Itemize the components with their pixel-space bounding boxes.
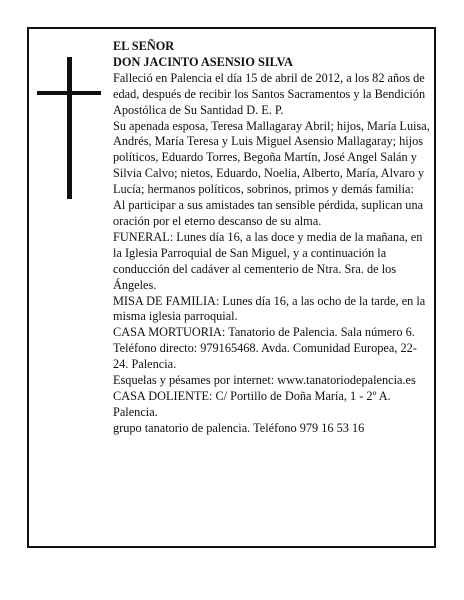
cross-horizontal-bar bbox=[37, 91, 101, 95]
internet-condolences: Esquelas y pésames por internet: www.tanatoriodepalencia.es bbox=[113, 373, 416, 388]
cross-vertical-bar bbox=[67, 57, 72, 199]
family-list: Su apenada esposa, Teresa Mallagaray Abril; hijos, María Luisa, Andrés, María Teresa y Luis Miguel Asensio Mallagaray; hijos políticos, Eduardo Torres, Begoña Martín, José Angel Salán y Silvia Calvo; nietos, Eduardo, Noelia, Alberto, María, Alvaro y Lucía; hermanos políticos, sobrinos, primos y demás familia: bbox=[113, 118, 430, 197]
obituary-notice bbox=[27, 27, 436, 548]
deceased-name: DON JACINTO ASENSIO SILVA bbox=[113, 54, 293, 69]
death-announcement: Falleció en Palencia el día 15 de abril de 2012, a los 82 años de edad, después de recibir los Santos Sacramentos y la Bendición Apostólica de Su Santidad D. E. P. bbox=[113, 70, 426, 117]
funeral-details: FUNERAL: Lunes día 16, a las doce y media de la mañana, en la Iglesia Parroquial de San Miguel, y a continuación la conducción del cadáver al cementerio de Ntra. Sra. de los Ángeles. bbox=[113, 229, 423, 292]
notice-text bbox=[113, 39, 431, 437]
cross-icon bbox=[37, 57, 101, 199]
prayer-request: Al participar a sus amistades tan sensible pérdida, suplican una oración por el eterno descanso de su alma. bbox=[113, 198, 424, 228]
funeral-group-contact: grupo tanatorio de palencia. Teléfono 979 16 53 16 bbox=[113, 420, 365, 435]
mourning-house-address: CASA DOLIENTE: C/ Portillo de Doña María, 1 - 2º A. Palencia. bbox=[113, 388, 391, 419]
funeral-home-details: CASA MORTUORIA: Tanatorio de Palencia. Sala número 6. Teléfono directo: 979165468. Avda. Comunidad Europea, 22-24. Palencia. bbox=[113, 325, 417, 372]
notice-title-line-1: EL SEÑOR bbox=[113, 39, 175, 53]
family-mass-details: MISA DE FAMILIA: Lunes día 16, a las ocho de la tarde, en la misma iglesia parroquial. bbox=[113, 293, 426, 324]
